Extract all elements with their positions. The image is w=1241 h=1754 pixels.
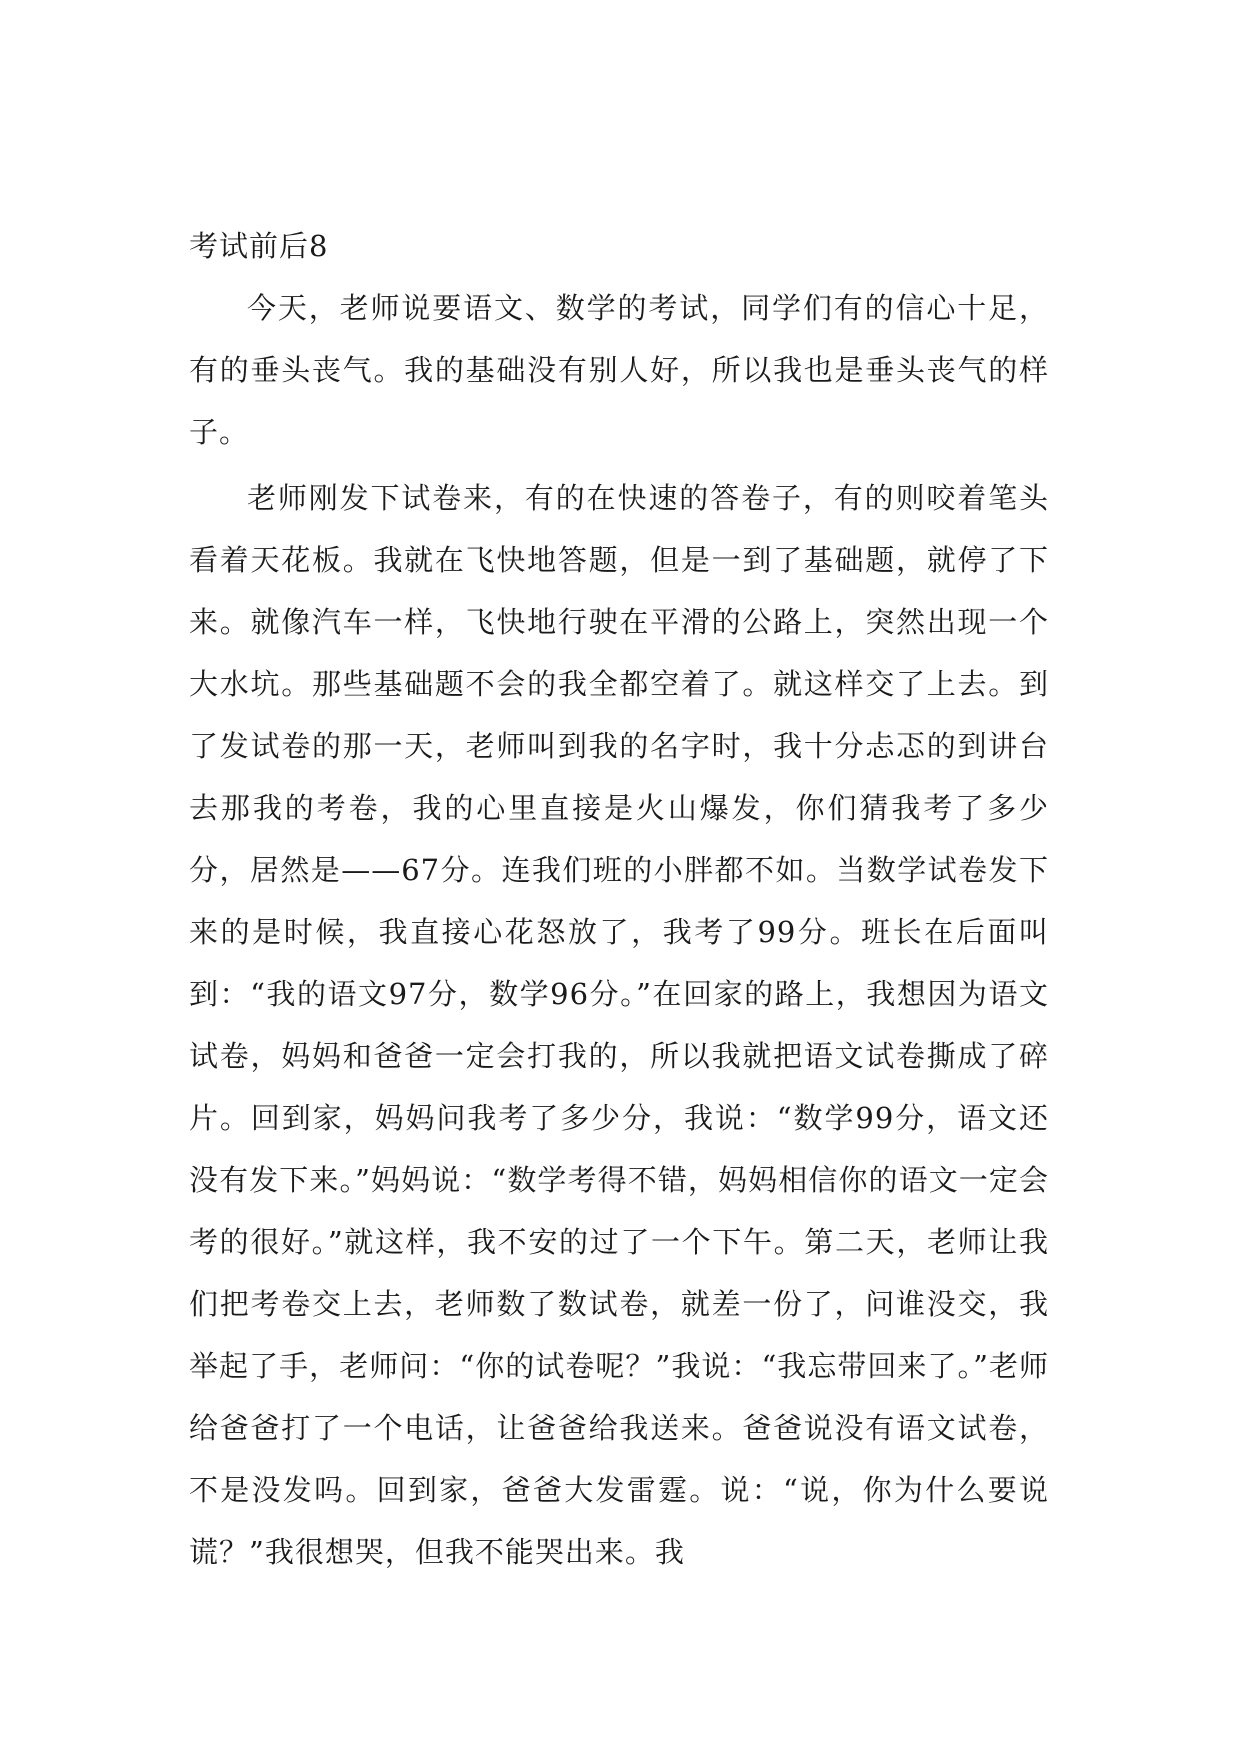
document-body: [189, 215, 1049, 1583]
paragraph-1: 今天，老师说要语文、数学的考试，同学们有的信心十足，有的垂头丧气。我的基础没有别人好，所以我也是垂头丧气的样子。: [189, 291, 1049, 449]
paragraph-2: 老师刚发下试卷来，有的在快速的答卷子，有的则咬着笔头看着天花板。我就在飞快地答题，但是一到了基础题，就停了下来。就像汽车一样，飞快地行驶在平滑的公路上，突然出现一个大水坑。那些基础题不会的我全都空着了。就这样交了上去。到了发试卷的那一天，老师叫到我的名字时，我十分忐忑的到讲台去那我的考卷，我的心里直接是火山爆发，你们猜我考了多少分，居然是——67分。连我们班的小胖都不如。当数学试卷发下来的是时候，我直接心花怒放了，我考了99分。班长在后面叫到：“我的语文97分，数学96分。”在回家的路上，我想因为语文试卷，妈妈和爸爸一定会打我的，所以我就把语文试卷撕成了碎片。回到家，妈妈问我考了多少分，我说：“数学99分，语文还没有发下来。”妈妈说：“数学考得不错，妈妈相信你的语文一定会考的很好。”就这样，我不安的过了一个下午。第二天，老师让我们把考卷交上去，老师数了数试卷，就差一份了，问谁没交，我举起了手，老师问：“你的试卷呢？”我说：“我忘带回来了。”老师给爸爸打了一个电话，让爸爸给我送来。爸爸说没有语文试卷，不是没发吗。回到家，爸爸大发雷霆。说：“说，你为什么要说谎？”我很想哭，但我不能哭出来。我: [189, 481, 1049, 1569]
document-title: 考试前后8: [189, 229, 329, 263]
